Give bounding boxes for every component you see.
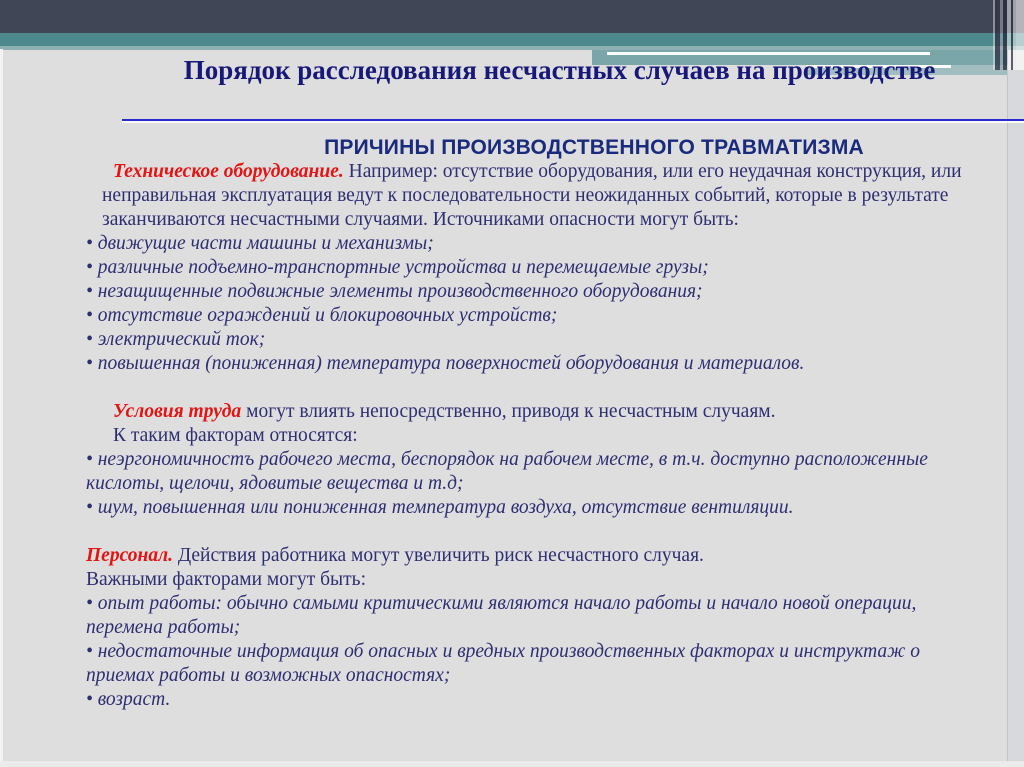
right-edge-band — [1007, 70, 1024, 767]
bullet-item: • различные подъемно-транспортные устройства и перемещаемые грузы; — [86, 257, 709, 278]
bullet-item: • повышенная (пониженная) температура поверхностей оборудования и материалов. — [86, 353, 805, 374]
section-lead: Персонал. — [86, 545, 173, 566]
section-line: К таким факторам относятся: — [113, 425, 358, 446]
bottom-edge-strip — [0, 761, 1024, 767]
bullet-item: • движущие части машины и механизмы; — [86, 233, 434, 254]
bullet-item: • опыт работы: обычно самыми критическими являются начало работы и начало новой операции, перемена работы; — [86, 593, 917, 638]
slide-body — [86, 136, 982, 712]
section-paragraph — [86, 544, 982, 568]
section-lead: Техническое оборудование. — [113, 161, 344, 182]
section-text: Например: отсутствие оборудования, или его неудачная конструкция, или неправильная эксплуатация ведут к последовательности неожиданных событий, которые в результате заканчиваются несчастными случаями. Источниками опасности могут быть: — [102, 161, 962, 230]
bullet-item: • шум, повышенная или пониженная температура воздуха, отсутствие вентиляции. — [86, 497, 794, 518]
bullet-item: • возраст. — [86, 689, 171, 710]
section-lead: Условия труда — [113, 401, 242, 422]
left-edge-strip — [0, 49, 3, 767]
bullet-item: • электрический ток; — [86, 329, 266, 350]
bullet-item: • неэргономичностъ рабочего места, беспорядок на рабочем месте, в т.ч. доступно расположенные кислоты, щелочи, ядовитые вещества и т.д; — [86, 449, 928, 494]
bullet-item: • незащищенные подвижные элементы производственного оборудования; — [86, 281, 703, 302]
section-line: Важными факторами могут быть: — [86, 569, 366, 590]
section-paragraph — [86, 160, 982, 232]
section-text: Действия работника могут увеличить риск несчастного случая. — [172, 545, 704, 566]
teal-accent-bar — [0, 33, 1024, 46]
section-paragraph — [86, 400, 982, 424]
header-bar — [0, 0, 1024, 33]
slide-subtitle: ПРИЧИНЫ ПРОИЗВОДСТВЕННОГО ТРАВМАТИЗМА — [324, 136, 864, 159]
bullet-item: • недостаточные информация об опасных и вредных производственных факторах и инструктаж о приемах работы и возможных опасностях; — [86, 641, 920, 686]
section-text: могут влиять непосредственно, приводя к несчастным случаям. — [241, 401, 776, 422]
title-underline — [122, 119, 1024, 121]
bullet-item: • отсутствие ограждений и блокировочных устройств; — [86, 305, 558, 326]
slide-title: Порядок расследования несчастных случаев на производстве — [183, 55, 936, 85]
